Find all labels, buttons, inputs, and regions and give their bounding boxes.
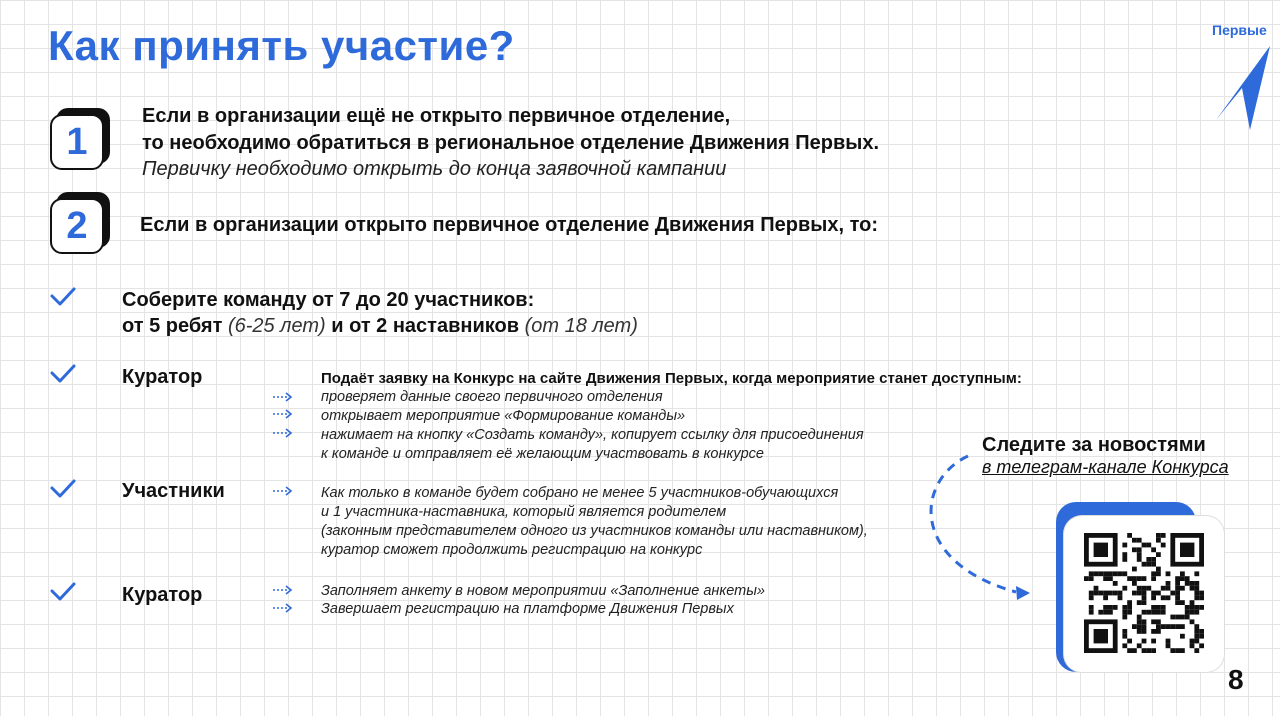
curator-2-item: Заполняет анкету в новом мероприятии «Заполнение анкеты»	[321, 583, 765, 599]
news-title: Следите за новостями	[982, 434, 1206, 456]
page-number: 8	[1228, 664, 1244, 695]
dotted-arrow-icon	[272, 392, 294, 402]
curator-2-item: Завершает регистрацию на платформе Движения Первых	[321, 601, 734, 617]
curator-label: Куратор	[122, 366, 203, 388]
step-1-line-1: Если в организации ещё не открыто первичное отделение,	[142, 105, 731, 127]
dashed-curve-arrow-icon	[916, 452, 1036, 608]
logo-arrow-icon	[1212, 44, 1272, 134]
dotted-arrow-icon	[272, 409, 294, 419]
curator-heading: Подаёт заявку на Конкурс на сайте Движения Первых, когда мероприятие станет доступным:	[321, 370, 1022, 387]
team-line-1: Соберите команду от 7 до 20 участников:	[122, 289, 535, 311]
step-1-note: Первичку необходимо открыть до конца заявочной кампании	[142, 158, 727, 180]
check-icon	[50, 364, 76, 384]
step-2-line-1: Если в организации открыто первичное отделение Движения Первых, то:	[140, 214, 878, 236]
dotted-arrow-icon	[272, 428, 294, 438]
participants-label: Участники	[122, 480, 225, 502]
dotted-arrow-icon	[272, 585, 294, 595]
qr-code-icon	[1084, 532, 1204, 654]
step-1-badge: 1	[50, 114, 106, 170]
page-title: Как принять участие?	[48, 22, 515, 69]
curator-item: открывает мероприятие «Формирование команды»	[321, 408, 686, 424]
check-icon	[50, 479, 76, 499]
curator-2-label: Куратор	[122, 584, 203, 606]
qr-code[interactable]	[1064, 516, 1224, 672]
participants-line: куратор сможет продолжить регистрацию на конкурс	[321, 542, 703, 558]
telegram-link[interactable]: в телеграм-канале Конкурса	[982, 457, 1229, 477]
participants-line: и 1 участника-наставника, который является родителем	[321, 504, 727, 520]
dotted-arrow-icon	[272, 603, 294, 613]
dotted-arrow-icon	[272, 486, 294, 496]
team-line-2: от 5 ребят (6-25 лет) и от 2 наставников (от 18 лет)	[122, 315, 638, 337]
participants-line: (законным представителем одного из участников команды или наставником),	[321, 523, 868, 539]
step-2-badge: 2	[50, 198, 106, 254]
participants-line: Как только в команде будет собрано не менее 5 участников-обучающихся	[321, 485, 839, 501]
curator-item: проверяет данные своего первичного отделения	[321, 389, 663, 405]
check-icon	[50, 287, 76, 307]
logo-text: Первые	[1212, 22, 1267, 38]
step-1-line-2: то необходимо обратиться в региональное отделение Движения Первых.	[142, 132, 880, 154]
curator-item: нажимает на кнопку «Создать команду», копирует ссылку для присоединения	[321, 427, 864, 443]
check-icon	[50, 582, 76, 602]
curator-item: к команде и отправляет её желающим участвовать в конкурсе	[321, 446, 764, 462]
